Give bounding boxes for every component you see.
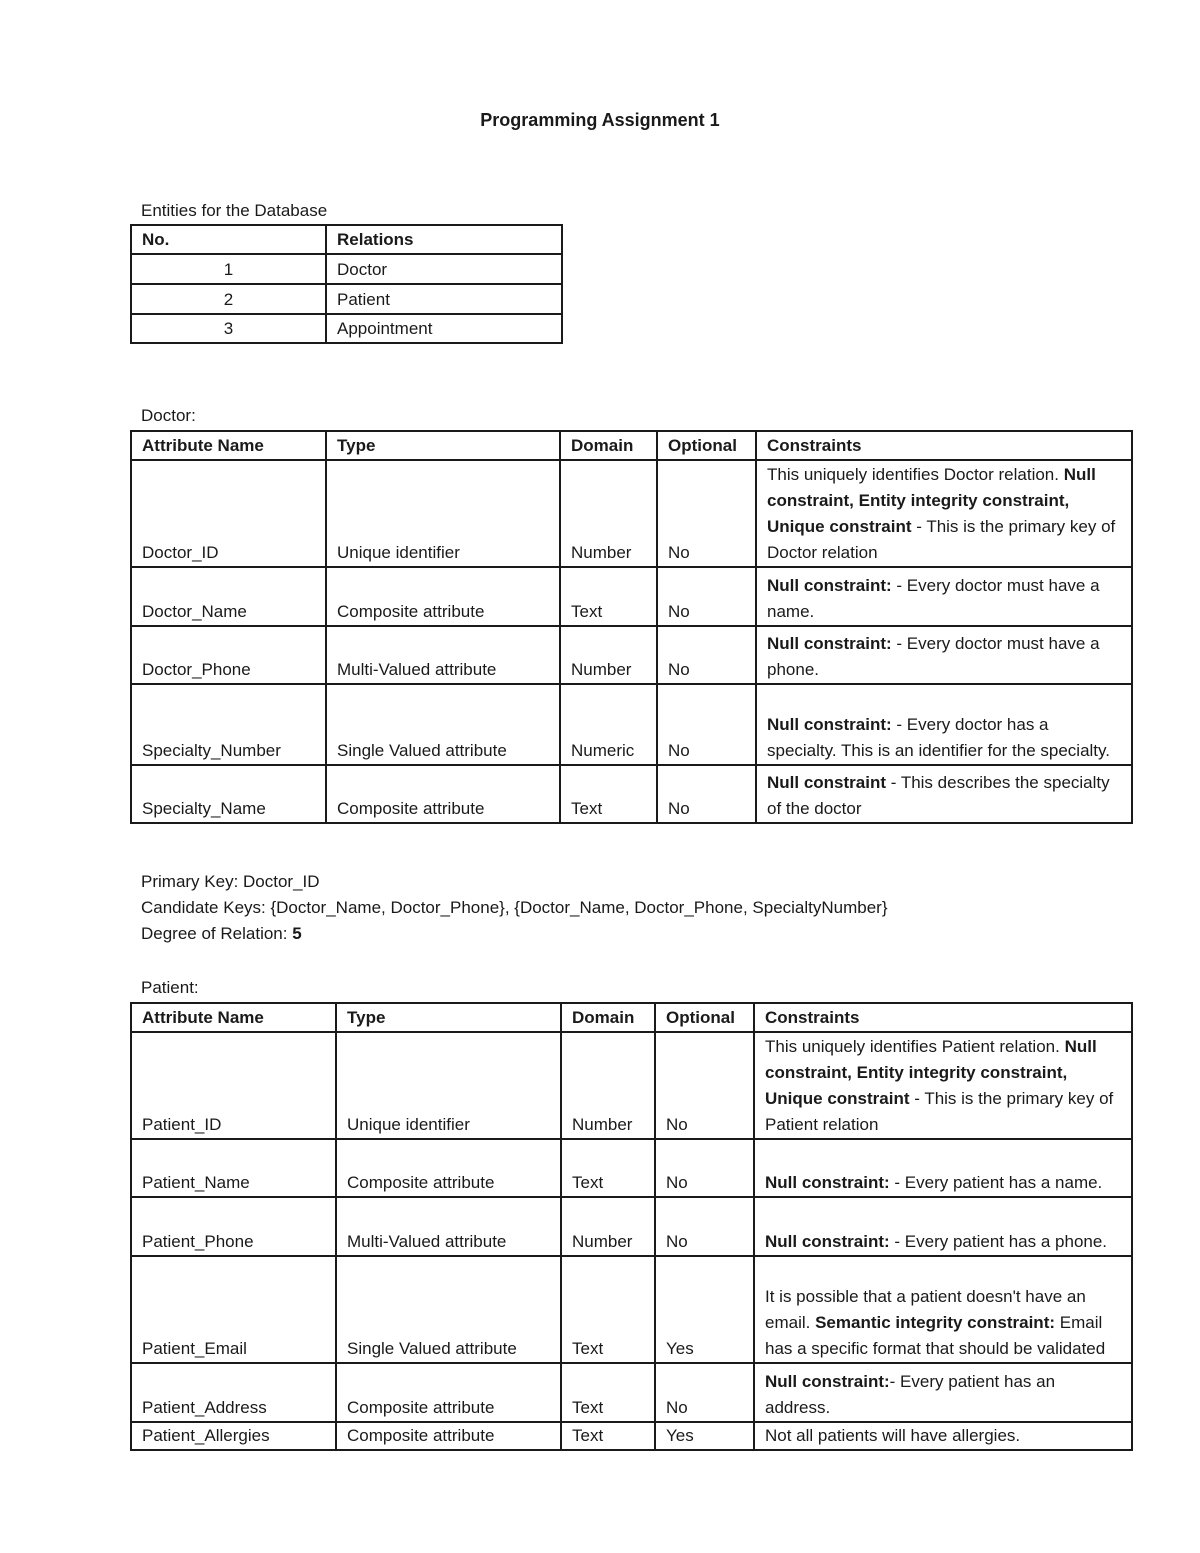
header-domain: Domain: [560, 431, 657, 460]
table-header-row: [131, 431, 1132, 460]
attribute-constraints: Null constraint - This describes the specialty of the doctor: [756, 765, 1132, 823]
attribute-domain: Text: [560, 567, 657, 626]
table-header-row: [131, 225, 562, 254]
attribute-name: Doctor_Phone: [131, 626, 326, 684]
table-header-row: [131, 1003, 1132, 1032]
table-row: [131, 1422, 1132, 1450]
entity-no: 1: [131, 254, 326, 284]
table-row: [131, 1139, 1132, 1197]
header-type: Type: [336, 1003, 561, 1032]
attribute-constraints: This uniquely identifies Patient relation. Null constraint, Entity integrity constraint, Unique constraint - This is the primary key of Patient relation: [754, 1032, 1132, 1139]
attribute-type: Multi-Valued attribute: [326, 626, 560, 684]
page-title: Programming Assignment 1: [480, 110, 720, 130]
attribute-name: Patient_Phone: [131, 1197, 336, 1256]
attribute-constraints: Null constraint: - Every doctor has a specialty. This is an identifier for the specialty.: [756, 684, 1132, 765]
attribute-name: Specialty_Number: [131, 684, 326, 765]
attribute-type: Composite attribute: [336, 1363, 561, 1422]
degree-value: 5: [292, 924, 302, 943]
attribute-type: Single Valued attribute: [336, 1256, 561, 1363]
primary-key-line: Primary Key: Doctor_ID: [141, 872, 320, 891]
attribute-type: Unique identifier: [336, 1032, 561, 1139]
entity-relation: Doctor: [326, 254, 562, 284]
attribute-constraints: It is possible that a patient doesn't have an email. Semantic integrity constraint: Email has a specific format that should be validated: [754, 1256, 1132, 1363]
attribute-type: Unique identifier: [326, 460, 560, 567]
patient-table: [130, 1002, 1133, 1451]
attribute-domain: Number: [561, 1197, 655, 1256]
header-optional: Optional: [655, 1003, 754, 1032]
attribute-domain: Text: [561, 1256, 655, 1363]
attribute-domain: Numeric: [560, 684, 657, 765]
doctor-table: [130, 430, 1133, 824]
table-row: [131, 1363, 1132, 1422]
attribute-optional: No: [655, 1363, 754, 1422]
entity-relation: Appointment: [326, 314, 562, 343]
attribute-domain: Number: [560, 460, 657, 567]
attribute-optional: No: [655, 1032, 754, 1139]
attribute-name: Patient_Address: [131, 1363, 336, 1422]
header-constraints: Constraints: [756, 431, 1132, 460]
attribute-type: Composite attribute: [326, 567, 560, 626]
table-row: [131, 460, 1132, 567]
attribute-optional: No: [657, 460, 756, 567]
attribute-type: Multi-Valued attribute: [336, 1197, 561, 1256]
doctor-caption: Doctor:: [141, 406, 196, 425]
attribute-domain: Text: [560, 765, 657, 823]
attribute-optional: No: [657, 567, 756, 626]
attribute-constraints: Null constraint: - Every patient has a name.: [754, 1139, 1132, 1197]
attribute-name: Doctor_Name: [131, 567, 326, 626]
attribute-domain: Text: [561, 1139, 655, 1197]
attribute-type: Composite attribute: [336, 1422, 561, 1450]
degree-line: Degree of Relation: 5: [141, 924, 302, 943]
attribute-domain: Text: [561, 1363, 655, 1422]
attribute-name: Patient_Allergies: [131, 1422, 336, 1450]
header-attribute-name: Attribute Name: [131, 431, 326, 460]
table-row: [131, 1032, 1132, 1139]
attribute-optional: No: [655, 1139, 754, 1197]
header-optional: Optional: [657, 431, 756, 460]
header-no: No.: [131, 225, 326, 254]
attribute-constraints: Not all patients will have allergies.: [754, 1422, 1132, 1450]
patient-caption: Patient:: [141, 978, 199, 997]
table-row: [131, 1197, 1132, 1256]
header-constraints: Constraints: [754, 1003, 1132, 1032]
attribute-domain: Number: [560, 626, 657, 684]
attribute-optional: No: [657, 684, 756, 765]
attribute-domain: Number: [561, 1032, 655, 1139]
attribute-constraints: Null constraint:- Every patient has an address.: [754, 1363, 1132, 1422]
table-row: [131, 1256, 1132, 1363]
attribute-name: Doctor_ID: [131, 460, 326, 567]
attribute-name: Patient_Email: [131, 1256, 336, 1363]
header-type: Type: [326, 431, 560, 460]
attribute-constraints: Null constraint: - Every doctor must have a phone.: [756, 626, 1132, 684]
table-row: [131, 567, 1132, 626]
attribute-type: Composite attribute: [326, 765, 560, 823]
attribute-name: Specialty_Name: [131, 765, 326, 823]
header-attribute-name: Attribute Name: [131, 1003, 336, 1032]
table-row: [131, 684, 1132, 765]
attribute-optional: No: [657, 626, 756, 684]
table-row: [131, 254, 562, 284]
attribute-optional: Yes: [655, 1256, 754, 1363]
entity-relation: Patient: [326, 284, 562, 314]
table-row: [131, 626, 1132, 684]
attribute-type: Single Valued attribute: [326, 684, 560, 765]
table-row: [131, 284, 562, 314]
entity-no: 3: [131, 314, 326, 343]
header-domain: Domain: [561, 1003, 655, 1032]
entity-no: 2: [131, 284, 326, 314]
entities-caption: Entities for the Database: [141, 201, 328, 220]
entities-table: [130, 224, 563, 344]
attribute-name: Patient_ID: [131, 1032, 336, 1139]
table-row: [131, 765, 1132, 823]
header-relations: Relations: [326, 225, 562, 254]
attribute-type: Composite attribute: [336, 1139, 561, 1197]
attribute-optional: No: [655, 1197, 754, 1256]
attribute-optional: No: [657, 765, 756, 823]
candidate-keys-line: Candidate Keys: {Doctor_Name, Doctor_Phone}, {Doctor_Name, Doctor_Phone, SpecialtyNumber}: [141, 898, 888, 917]
attribute-domain: Text: [561, 1422, 655, 1450]
table-row: [131, 314, 562, 343]
attribute-optional: Yes: [655, 1422, 754, 1450]
attribute-constraints: Null constraint: - Every doctor must have a name.: [756, 567, 1132, 626]
attribute-constraints: This uniquely identifies Doctor relation. Null constraint, Entity integrity constraint, Unique constraint - This is the primary key of Doctor relation: [756, 460, 1132, 567]
attribute-constraints: Null constraint: - Every patient has a phone.: [754, 1197, 1132, 1256]
attribute-name: Patient_Name: [131, 1139, 336, 1197]
